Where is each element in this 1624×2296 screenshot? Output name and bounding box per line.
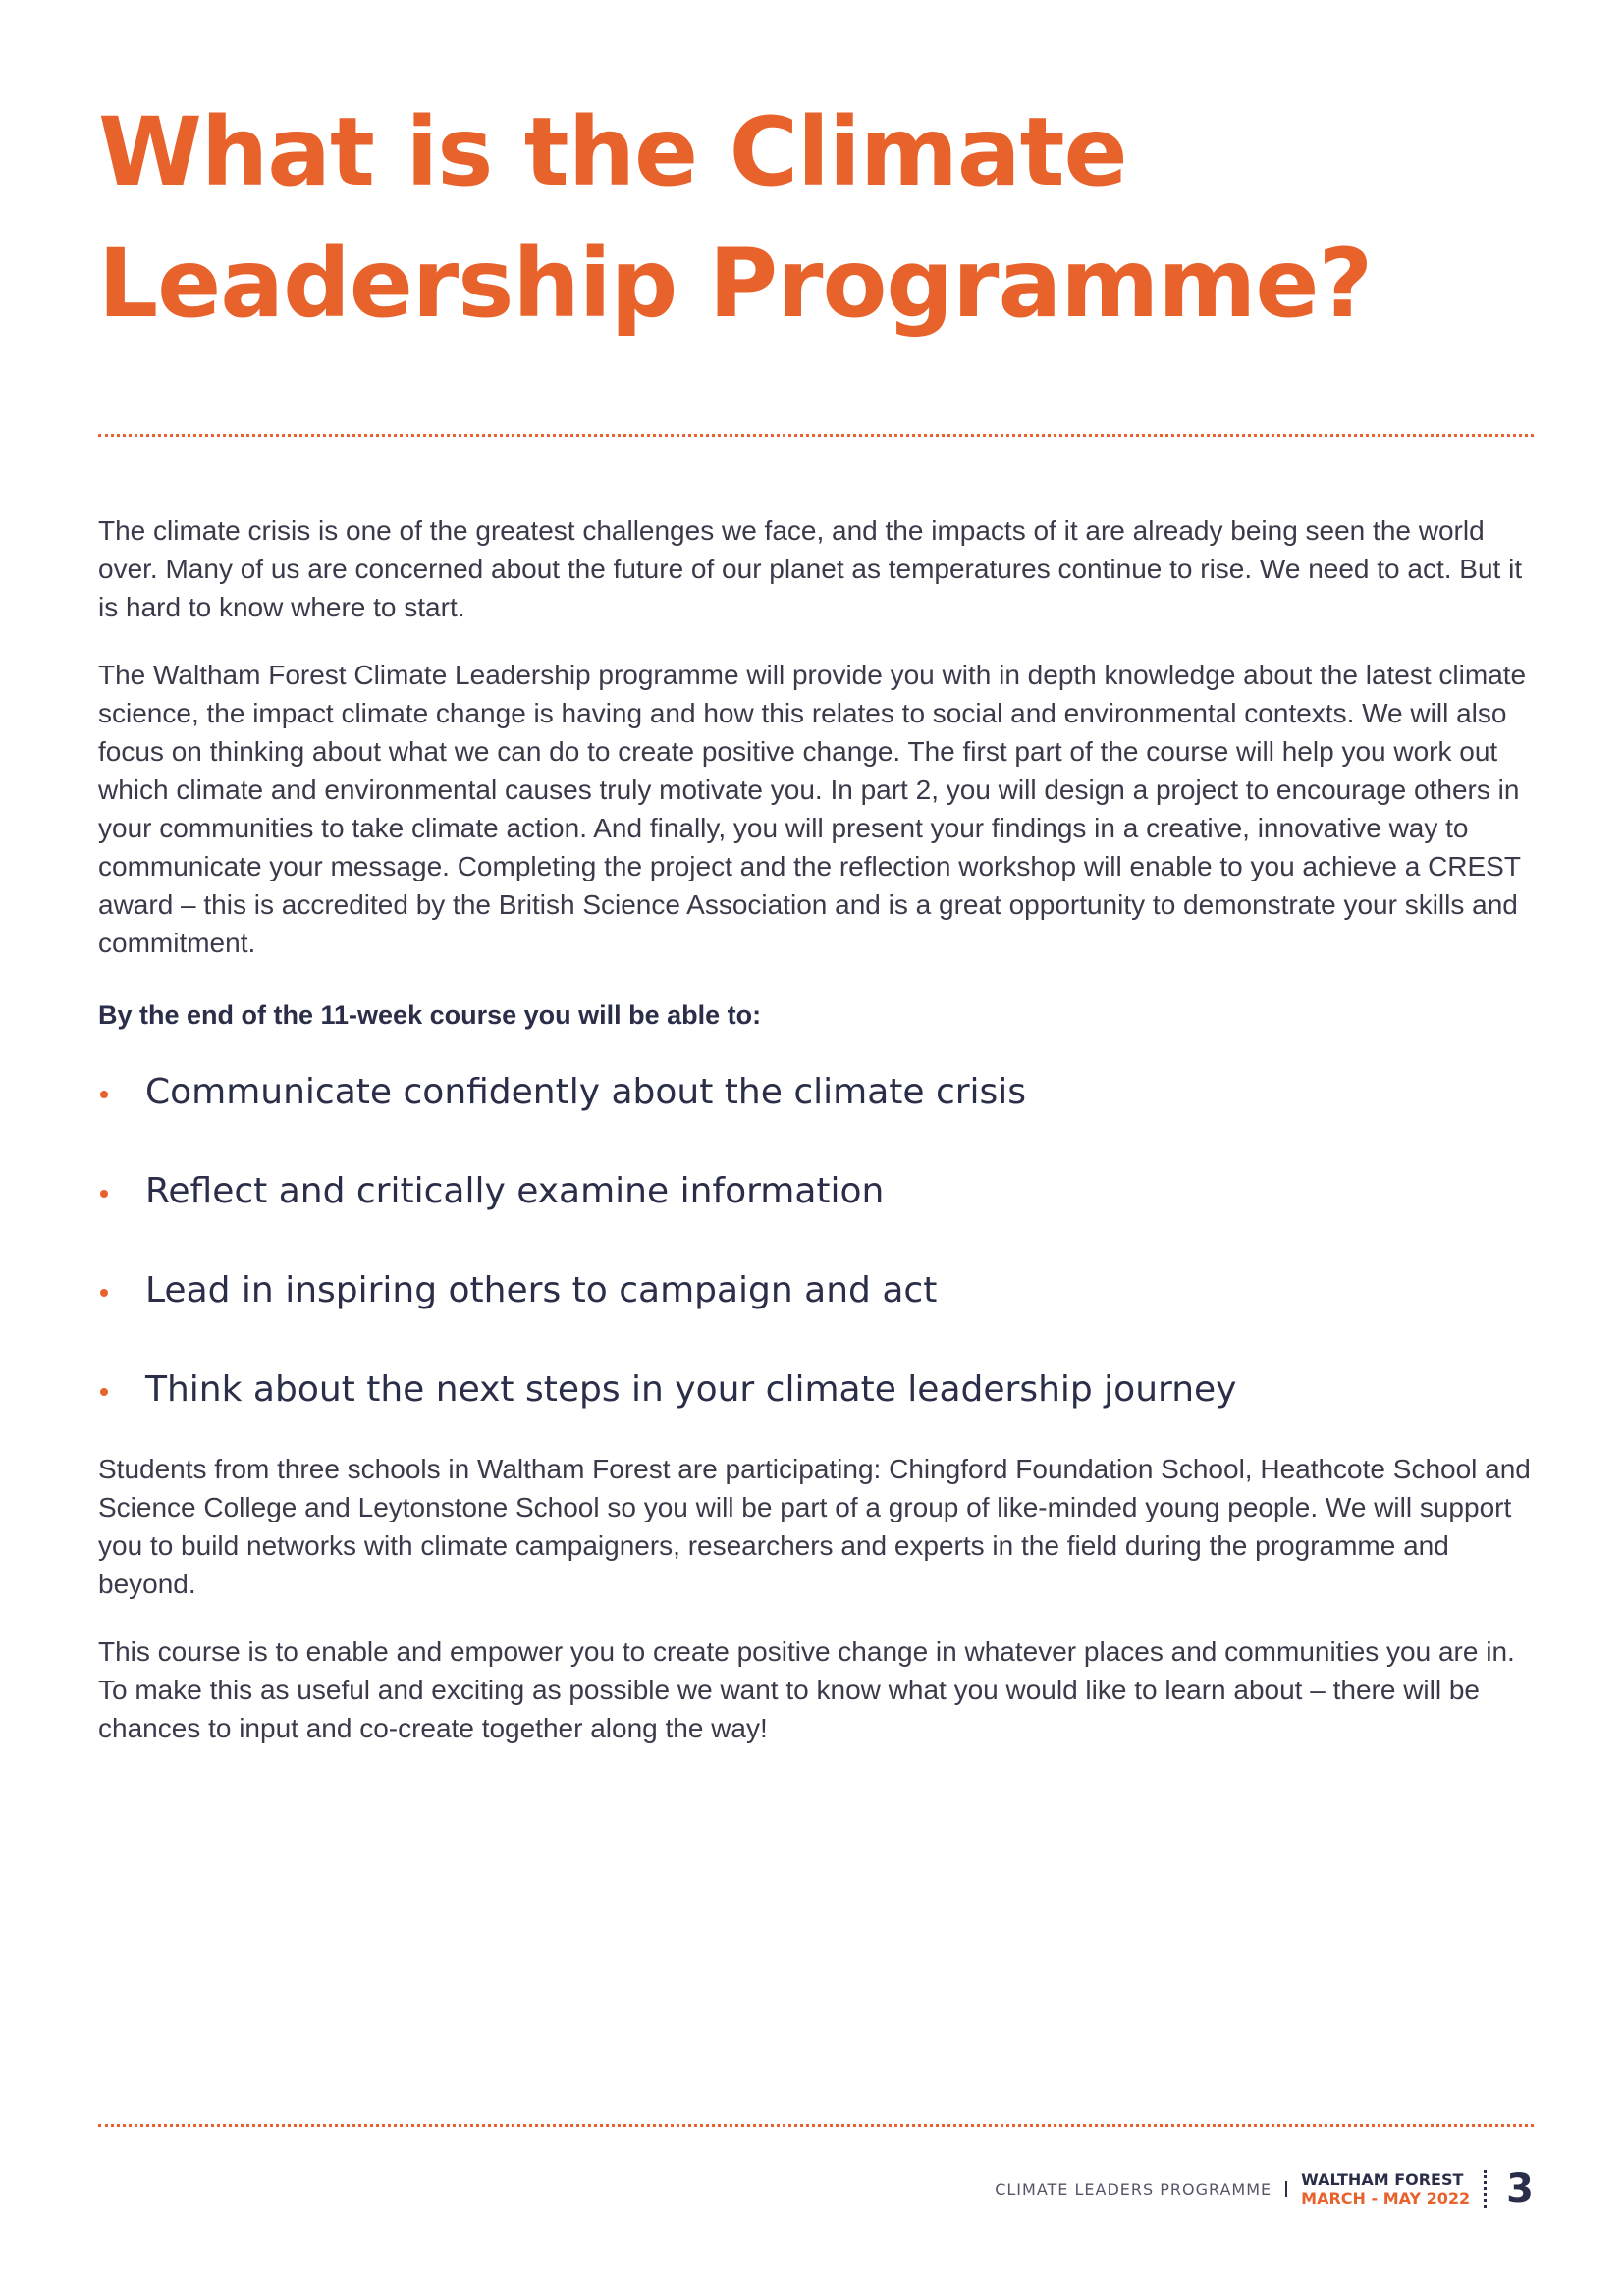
list-item-text: Lead in inspiring others to campaign and act [145, 1270, 938, 1310]
top-divider [98, 434, 1534, 437]
page-title-line-1: What is the Climate [98, 97, 1127, 207]
intro-paragraph-1: The climate crisis is one of the greatest challenges we face, and the impacts of it are already being seen the world over. Many of us are concerned about the future of our planet as temperatures continue to rise. We need to act. But it is hard to know where to start. [98, 515, 1523, 622]
footer-separator [1285, 2181, 1287, 2197]
bullet-icon [100, 1190, 108, 1198]
intro-paragraph-2: The Waltham Forest Climate Leadership programme will provide you with in depth knowledge about the latest climate science, the impact climate change is having and how this relates to social and environmental contexts. We will also focus on thinking about what we can do to create positive change. The first part of the course will help you work out which climate and environmental causes truly motivate you. In part 2, you will design a project to encourage others in your communities to take climate action. And finally, you will present your findings in a creative, innovative way to communicate your message. Completing the project and the reflection workshop will enable to you achieve a CREST award – this is accredited by the British Science Association and is a great opportunity to demonstrate your skills and commitment. [98, 660, 1527, 958]
bullet-icon [100, 1388, 108, 1396]
footer-dates: MARCH - MAY 2022 [1301, 2189, 1471, 2208]
footer-dotted-divider [1484, 2170, 1487, 2208]
page-number: 3 [1506, 2166, 1534, 2212]
footer-location: WALTHAM FOREST [1301, 2170, 1464, 2189]
list-item [98, 1364, 1534, 1464]
outro-paragraph-1: Students from three schools in Waltham Forest are participating: Chingford Foundation School, Heathcote School and Science College and Leytonstone School so you will be part of a group of like-minded young people. We will support you to build networks with climate campaigners, researchers and experts in the field during the programme and beyond. [98, 1454, 1531, 1599]
list-item-text: Think about the next steps in your climate leadership journey [145, 1369, 1237, 1410]
page-title-line-2: Leadership Programme? [98, 229, 1373, 339]
bullet-icon [100, 1289, 108, 1297]
outcomes-list [98, 1067, 1534, 1464]
list-item [98, 1265, 1534, 1364]
bullet-icon [100, 1091, 108, 1098]
outro-paragraph-2: This course is to enable and empower you to create positive change in whatever places and communities you are in. To make this as useful and exciting as possible we want to know what you would like to learn about – there will be chances to input and co-create together along the way! [98, 1636, 1515, 1743]
footer-location-block [1301, 2170, 1470, 2208]
outcomes-lead: By the end of the 11-week course you will be able to: [98, 1000, 762, 1030]
intro-section [98, 511, 1534, 962]
bottom-divider [98, 2124, 1534, 2127]
list-item-text: Communicate confidently about the climate crisis [145, 1072, 1027, 1112]
list-item [98, 1166, 1534, 1265]
list-item [98, 1067, 1534, 1166]
footer-programme-name: CLIMATE LEADERS PROGRAMME [995, 2179, 1272, 2199]
list-item-text: Reflect and critically examine information [145, 1171, 885, 1211]
page-title [98, 86, 1532, 349]
outro-section [98, 1450, 1534, 1747]
page-footer [995, 2164, 1534, 2214]
